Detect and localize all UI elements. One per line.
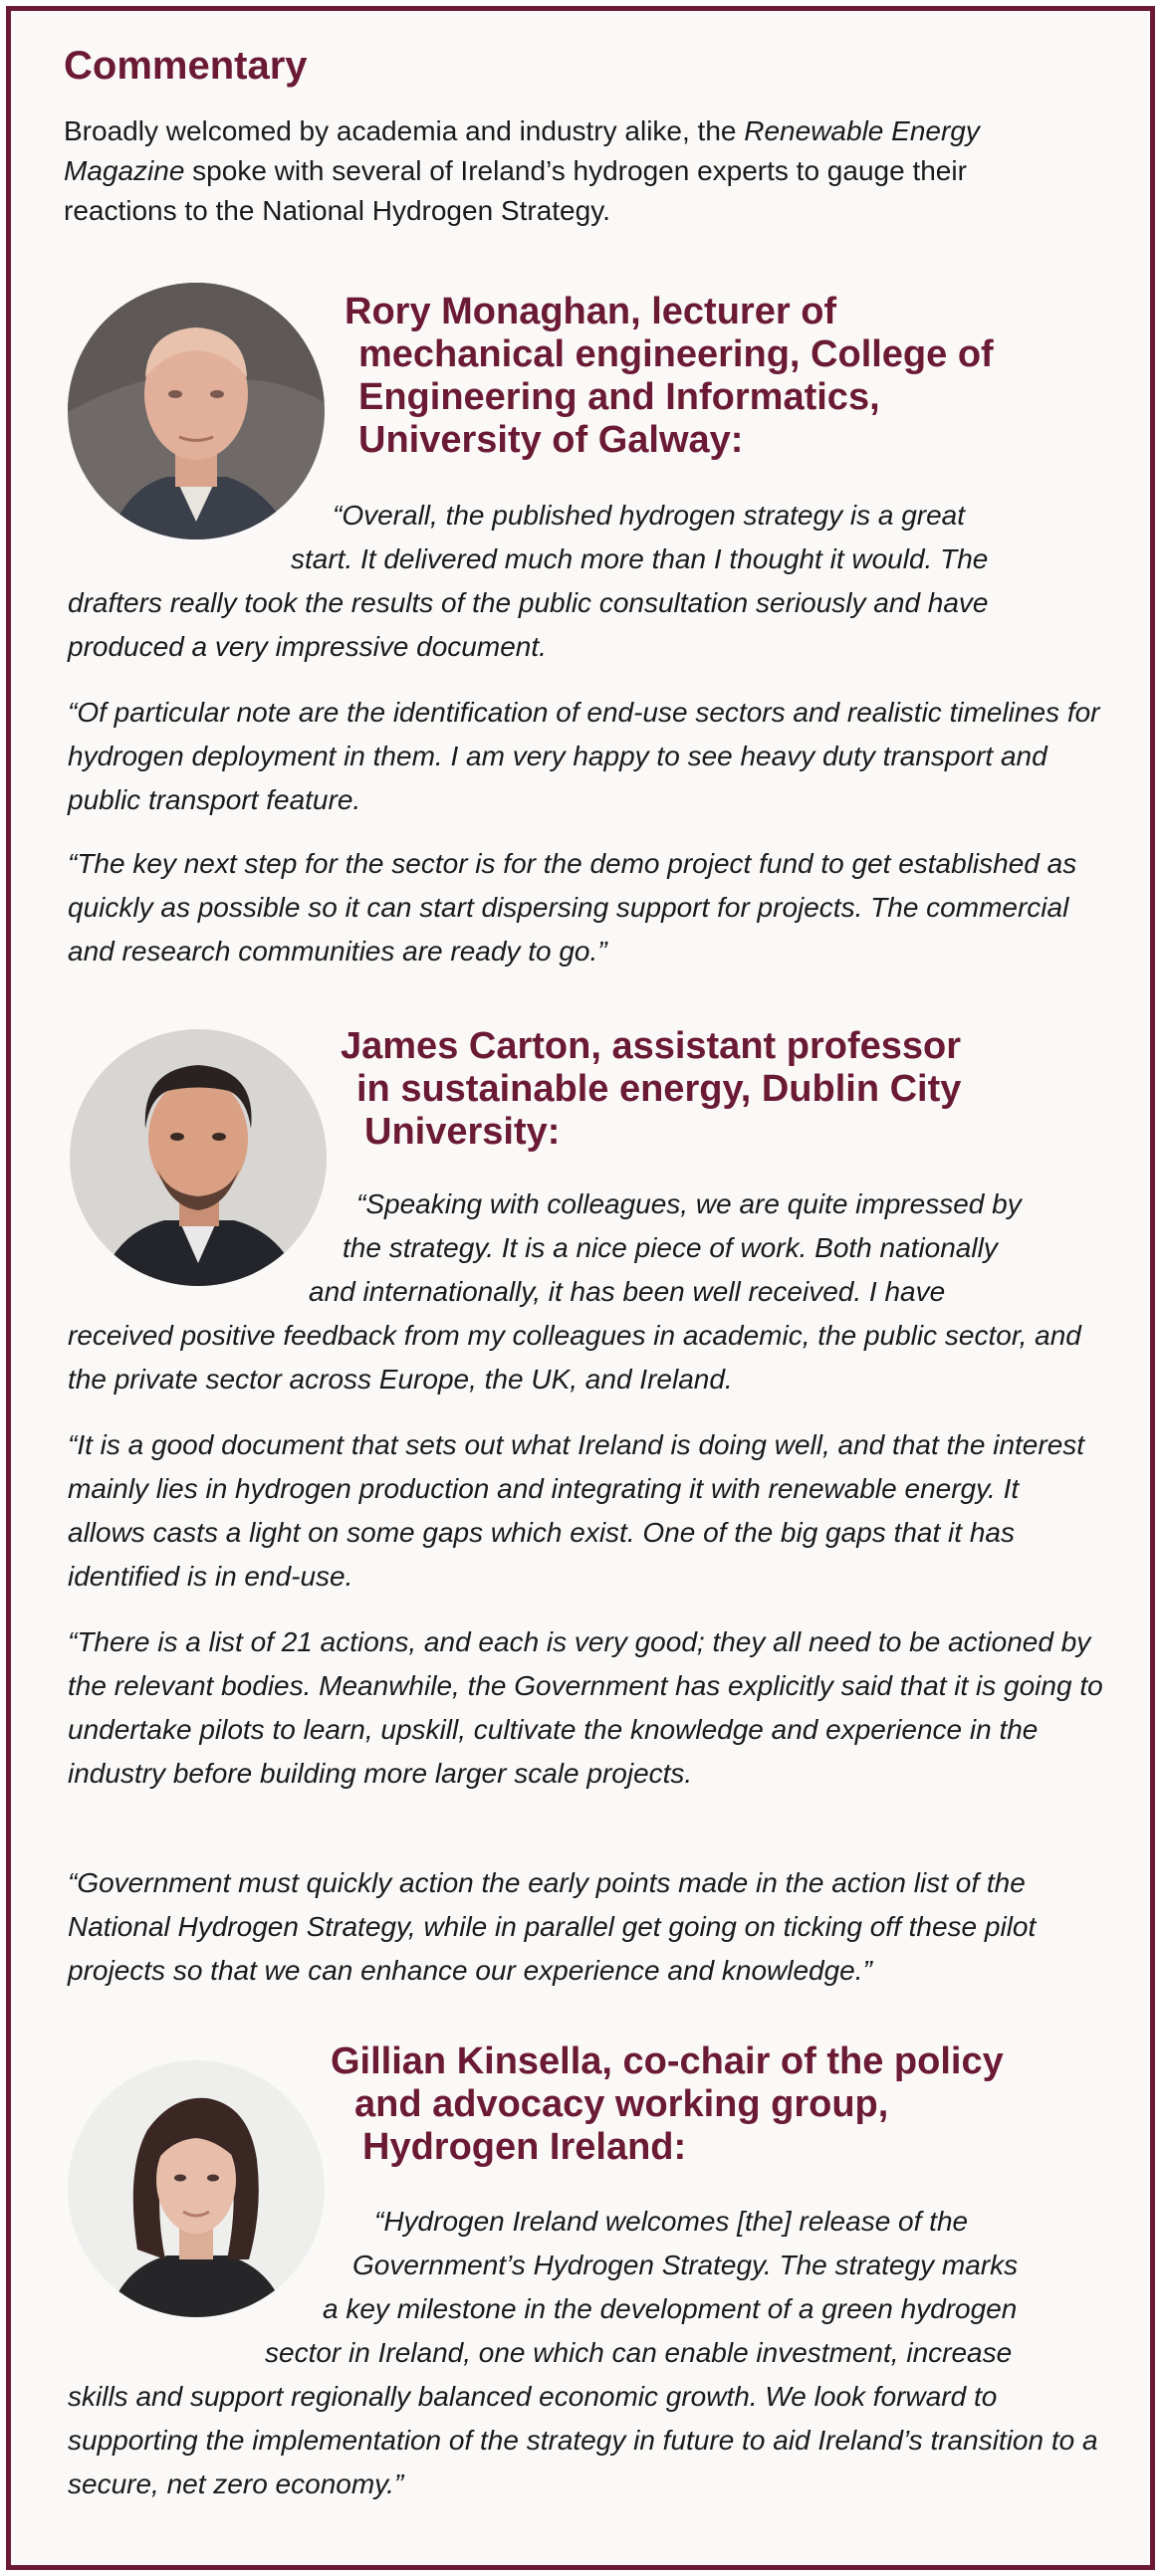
quote-line: and internationally, it has been well received. I have <box>309 1276 946 1307</box>
rory-monaghan-heading <box>345 291 994 462</box>
quote-paragraph: “The key next step for the sector is for the demo project fund to get established as quickly as possible so it can start dispersing support for projects. The commercial and research communities are ready to go.” <box>68 848 1077 966</box>
heading-line: Rory Monaghan, lecturer of <box>345 291 837 332</box>
quote-line: start. It delivered much more than I thought it would. The <box>291 543 989 574</box>
heading-line: and advocacy working group, <box>354 2083 889 2125</box>
intro-text-end: spoke with several of Ireland’s hydrogen experts to gauge their reactions to the National Hydrogen Strategy. <box>64 155 967 226</box>
gillian-kinsella-heading <box>331 2040 1004 2169</box>
quote-paragraph: received positive feedback from my colleagues in academic, the public sector, and the private sector across Europe, the UK, and Ireland. <box>68 1320 1081 1395</box>
james-carton-heading <box>341 1025 961 1154</box>
quote-paragraph: “There is a list of 21 actions, and each is very good; they all need to be actioned by the relevant bodies. Meanwhile, the Government has explicitly said that it is going to undertake pilots to learn, upskill, cultivate the knowledge and experience in the industry before building more larger scale projects. <box>68 1626 1103 1789</box>
section-title: Commentary <box>64 44 308 88</box>
quote-line: a key milestone in the development of a green hydrogen <box>323 2293 1018 2324</box>
quote-paragraph: skills and support regionally balanced economic growth. We look forward to supporting the implementation of the strategy in future to aid Ireland’s transition to a secure, net zero economy.” <box>68 2381 1098 2499</box>
heading-line: University of Galway: <box>358 419 744 461</box>
heading-line: mechanical engineering, College of <box>358 333 994 375</box>
gillian-kinsella-photo <box>68 2060 325 2317</box>
quote-line: “Speaking with colleagues, we are quite impressed by <box>356 1188 1022 1219</box>
quote-paragraph: “Government must quickly action the early points made in the action list of the National Hydrogen Strategy, while in parallel get going on ticking off these pilot projects so that we can enhance our experience and knowledge.” <box>68 1867 1037 1986</box>
heading-line: James Carton, assistant professor <box>341 1025 962 1067</box>
magazine-name: Renewable Energy Magazine <box>64 115 980 186</box>
quote-line: Government’s Hydrogen Strategy. The strategy marks <box>352 2250 1019 2280</box>
quote-line: “Hydrogen Ireland welcomes [the] release of the <box>374 2206 969 2237</box>
quote-line: the strategy. It is a nice piece of work. Both nationally <box>343 1232 998 1263</box>
heading-line: Gillian Kinsella, co-chair of the policy <box>331 2040 1004 2082</box>
rory-monaghan-photo <box>68 283 325 539</box>
quote-paragraph: “Of particular note are the identification of end-use sectors and realistic timelines for hydrogen deployment in them. I am very happy to see heavy duty transport and public transport feature. <box>68 697 1100 815</box>
quote-paragraph: drafters really took the results of the public consultation seriously and have produced a very impressive document. <box>68 587 989 662</box>
intro-text-start: Broadly welcomed by academia and industry alike, the <box>64 115 745 146</box>
heading-line: University: <box>364 1111 561 1153</box>
heading-line: in sustainable energy, Dublin City <box>356 1068 962 1110</box>
quote-line: sector in Ireland, one which can enable investment, increase <box>265 2337 1013 2368</box>
intro-text <box>64 111 1059 231</box>
heading-line: Engineering and Informatics, <box>358 376 880 418</box>
quote-line: “Overall, the published hydrogen strategy is a great <box>333 500 966 531</box>
quote-paragraph: “It is a good document that sets out what Ireland is doing well, and that the interest mainly lies in hydrogen production and integrating it with renewable energy. It allows casts a light on some gaps which exist. One of the big gaps that it has identified is in end-use. <box>68 1429 1085 1592</box>
james-carton-photo <box>70 1029 327 1286</box>
heading-line: Hydrogen Ireland: <box>362 2126 687 2168</box>
